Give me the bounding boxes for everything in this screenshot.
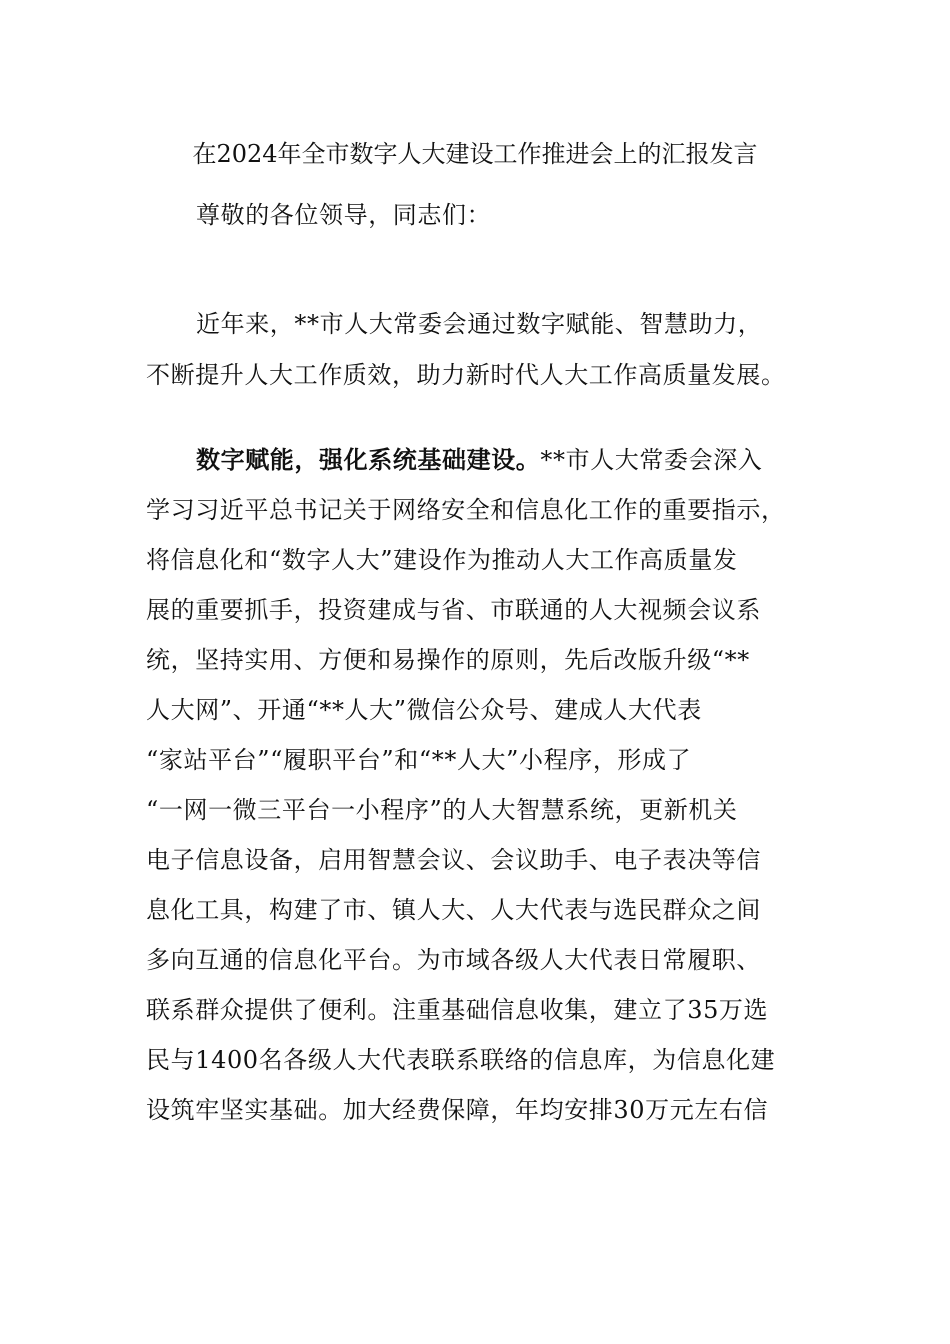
- body-line: 联系群众提供了便利。注重基础信息收集，建立了35万选: [146, 996, 769, 1024]
- body-line: 展的重要抓手，投资建成与省、市联通的人大视频会议系: [146, 596, 761, 624]
- body-line: 设筑牢坚实基础。加大经费保障，年均安排30万元左右信: [146, 1096, 769, 1124]
- body-line: 人大网”、开通“**人大”微信公众号、建成人大代表: [146, 696, 702, 724]
- body-line: 息化工具，构建了市、镇人大、人大代表与选民群众之间: [146, 896, 761, 924]
- body-line: 电子信息设备，启用智慧会议、会议助手、电子表决等信: [146, 846, 761, 874]
- document-title: 在2024年全市数字人大建设工作推进会上的汇报发言: [192, 140, 758, 168]
- intro-line-2: 不断提升人大工作质效，助力新时代人大工作高质量发展。: [146, 361, 786, 389]
- body-line: “家站平台”“履职平台”和“**人大”小程序，形成了: [146, 746, 692, 774]
- body-line: 多向互通的信息化平台。为市域各级人大代表日常履职、: [146, 946, 761, 974]
- body-line: 统，坚持实用、方便和易操作的原则，先后改版升级“**: [146, 646, 750, 674]
- body-line: 学习习近平总书记关于网络安全和信息化工作的重要指示，: [146, 496, 786, 524]
- section1-first-line-text: **市人大常委会深入: [540, 446, 763, 474]
- section1-first-line: [196, 440, 762, 480]
- body-line: 将信息化和“数字人大”建设作为推动人大工作高质量发: [146, 546, 738, 574]
- body-line: “一网一微三平台一小程序”的人大智慧系统，更新机关: [146, 796, 738, 824]
- body-line: 民与1400名各级人大代表联系联络的信息库，为信息化建: [146, 1046, 776, 1074]
- intro-line-1: 近年来，**市人大常委会通过数字赋能、智慧助力，: [196, 310, 763, 338]
- section1-heading: 数字赋能，强化系统基础建设。: [196, 445, 541, 474]
- salutation: 尊敬的各位领导，同志们：: [196, 201, 492, 229]
